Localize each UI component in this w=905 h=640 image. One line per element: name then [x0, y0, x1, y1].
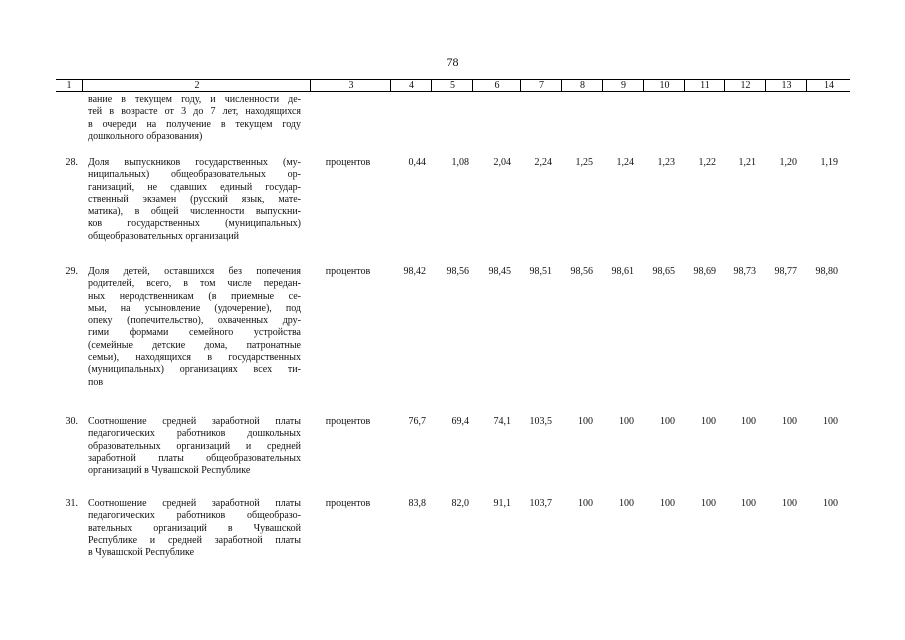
value-cell: 2,24 — [534, 157, 552, 168]
value-cell: 1,21 — [738, 157, 756, 168]
value-cell: 2,04 — [493, 157, 511, 168]
row-number: 30. — [65, 416, 78, 427]
indicator-name: Доля выпускников государственных (му- ниципальных) общеобразовательных ор- ганизаций, не сдавших единый государ- ственный экзамен (русский язык, мате- матика), в общей численности выпускни- ков государственных (муниципальных) общеобразовательных организаций — [88, 157, 301, 242]
table-header — [56, 79, 850, 92]
value-cell: 98,56 — [446, 266, 469, 277]
value-cell: 103,7 — [529, 498, 552, 509]
value-cell: 1,24 — [616, 157, 634, 168]
value-cell: 100 — [701, 416, 716, 427]
value-cell: 98,42 — [403, 266, 426, 277]
header-col-6: 6 — [472, 80, 521, 91]
value-cell: 100 — [578, 416, 593, 427]
value-cell: 74,1 — [493, 416, 511, 427]
row-number: 29. — [65, 266, 78, 277]
value-cell: 98,77 — [774, 266, 797, 277]
value-cell: 103,5 — [529, 416, 552, 427]
header-col-13: 13 — [765, 80, 807, 91]
header-col-8: 8 — [561, 80, 603, 91]
value-cell: 1,23 — [657, 157, 675, 168]
value-cell: 100 — [823, 498, 838, 509]
value-cell: 76,7 — [408, 416, 426, 427]
unit-of-measure: процентов — [325, 416, 371, 427]
value-cell: 100 — [782, 416, 797, 427]
row-number: 31. — [65, 498, 78, 509]
value-cell: 1,25 — [575, 157, 593, 168]
value-cell: 100 — [741, 498, 756, 509]
value-cell: 100 — [578, 498, 593, 509]
value-cell: 100 — [619, 498, 634, 509]
value-cell: 100 — [782, 498, 797, 509]
value-cell: 100 — [741, 416, 756, 427]
value-cell: 82,0 — [451, 498, 469, 509]
row-number: 28. — [65, 157, 78, 168]
value-cell: 1,19 — [820, 157, 838, 168]
value-cell: 98,69 — [693, 266, 716, 277]
value-cell: 98,45 — [488, 266, 511, 277]
value-cell: 69,4 — [451, 416, 469, 427]
header-col-3: 3 — [310, 80, 391, 91]
value-cell: 100 — [660, 416, 675, 427]
header-col-11: 11 — [684, 80, 725, 91]
indicator-name: Соотношение средней заработной платы педагогических работников общеобразо- вательных организаций в Чувашской Республике и средней заработной платы в Чувашской Республике — [88, 498, 301, 559]
value-cell: 1,08 — [451, 157, 469, 168]
unit-of-measure: процентов — [325, 498, 371, 509]
header-col-4: 4 — [390, 80, 432, 91]
value-cell: 100 — [701, 498, 716, 509]
value-cell: 98,51 — [529, 266, 552, 277]
page-number: 78 — [446, 55, 459, 69]
value-cell: 98,61 — [611, 266, 634, 277]
header-col-1: 1 — [66, 80, 72, 91]
value-cell: 1,20 — [779, 157, 797, 168]
value-cell: 1,22 — [698, 157, 716, 168]
header-col-9: 9 — [602, 80, 644, 91]
header-col-5: 5 — [431, 80, 473, 91]
indicator-name: вание в текущем году, и численности де- тей в возрасте от 3 до 7 лет, находящихся в очереди на получение в текущем году дошкольного образования) — [88, 94, 301, 142]
value-cell: 100 — [619, 416, 634, 427]
header-col-10: 10 — [643, 80, 685, 91]
unit-of-measure: процентов — [325, 266, 371, 277]
indicator-name: Доля детей, оставшихся без попечения родителей, всего, в том числе передан- ных неродственникам (в приемные се- мьи, на усыновление (удочерение), под опеку (попечительство), охваченных дру- гими формами семейного устройства (семейные детские дома, патронатные семьи), находящихся в государственных (муниципальных) организациях всех ти- пов — [88, 266, 301, 388]
header-col-14: 14 — [806, 80, 851, 91]
value-cell: 98,56 — [570, 266, 593, 277]
value-cell: 0,44 — [408, 157, 426, 168]
value-cell: 100 — [823, 416, 838, 427]
value-cell: 100 — [660, 498, 675, 509]
unit-of-measure: процентов — [325, 157, 371, 168]
value-cell: 83,8 — [408, 498, 426, 509]
header-col-7: 7 — [520, 80, 562, 91]
indicator-name: Соотношение средней заработной платы педагогических работников дошкольных образовательных организаций и средней заработной платы общеобразовательных организаций в Чувашской Республике — [88, 416, 301, 477]
value-cell: 98,80 — [815, 266, 838, 277]
value-cell: 91,1 — [493, 498, 511, 509]
value-cell: 98,73 — [733, 266, 756, 277]
header-col-12: 12 — [724, 80, 766, 91]
value-cell: 98,65 — [652, 266, 675, 277]
header-col-2: 2 — [82, 80, 311, 91]
